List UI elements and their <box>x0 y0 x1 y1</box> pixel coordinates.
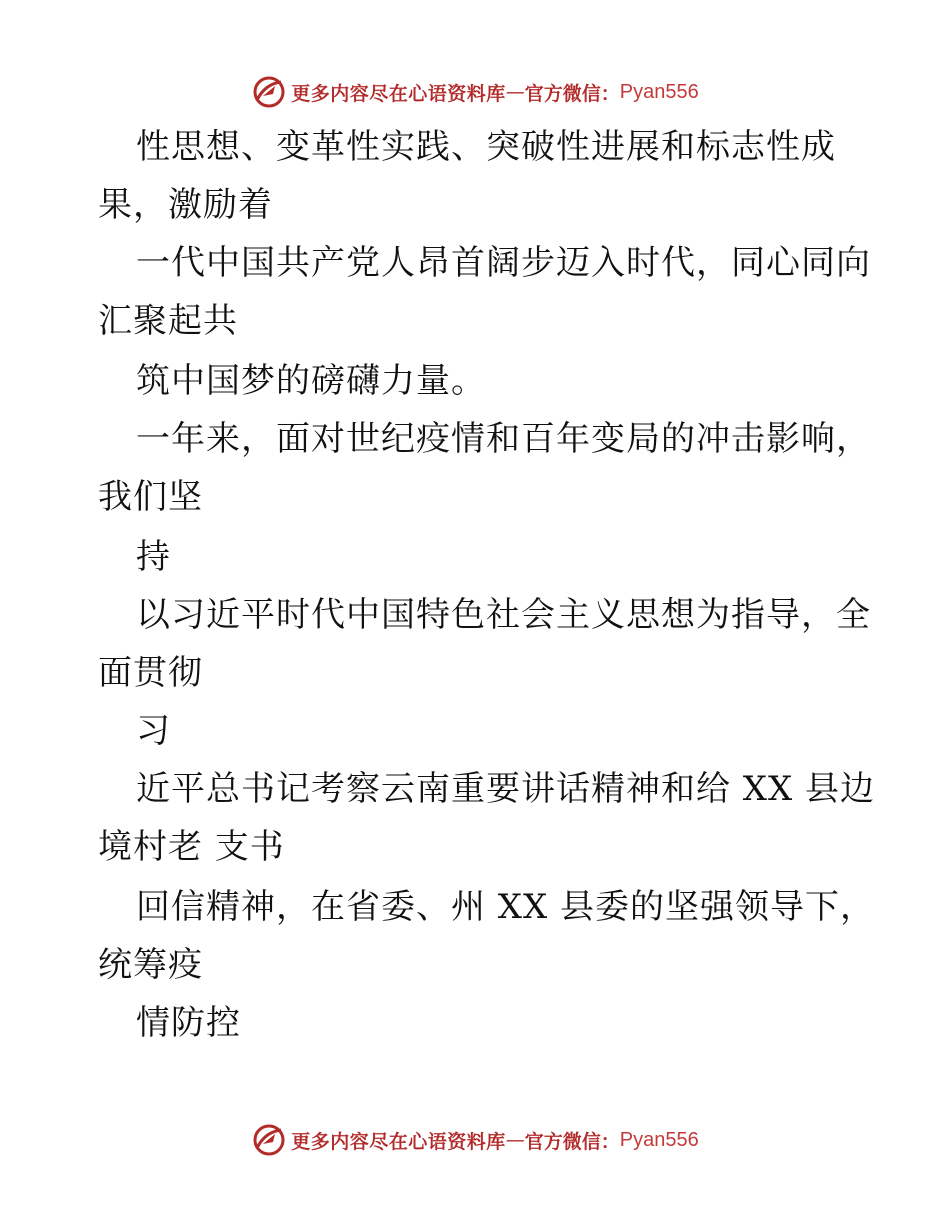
body-line: 习 <box>136 711 171 751</box>
body-line: 持 <box>136 537 171 577</box>
body-line: 我们坚 <box>98 477 203 517</box>
header-banner <box>0 72 950 112</box>
body-line: 统筹疫 <box>98 945 203 985</box>
body-line: 境村老 支书 <box>98 827 285 867</box>
body-line: 面贯彻 <box>98 653 203 693</box>
brand-logo-icon <box>251 1122 287 1158</box>
footer-wechat-id: Pyan556 <box>619 1128 699 1151</box>
header-wechat-id: Pyan556 <box>619 80 699 103</box>
footer-wechat-label: 官方微信： <box>524 1130 620 1153</box>
header-dash: — <box>505 81 525 103</box>
body-line: 性思想、变革性实践、突破性进展和标志性成 <box>136 127 836 167</box>
body-line: 一代中国共产党人昂首阔步迈入时代，同心同向 <box>136 243 871 283</box>
header-wechat-label: 官方微信： <box>524 82 620 105</box>
body-line: 一年来，面对世纪疫情和百年变局的冲击影响， <box>136 419 871 459</box>
body-line: 近平总书记考察云南重要讲话精神和给 XX 县边 <box>136 769 876 809</box>
body-line: 情防控 <box>136 1003 241 1043</box>
body-line: 果，激励着 <box>98 185 273 225</box>
body-line: 汇聚起共 <box>98 301 238 341</box>
footer-brand-text: 更多内容尽在心语资料库 <box>291 1130 506 1153</box>
body-line: 回信精神，在省委、州 XX 县委的坚强领导下， <box>136 887 876 927</box>
body-line: 筑中国梦的磅礴力量。 <box>136 361 486 401</box>
footer-dash: — <box>505 1129 525 1151</box>
header-brand-text: 更多内容尽在心语资料库 <box>291 82 506 105</box>
footer-banner <box>0 1120 950 1160</box>
body-line: 以习近平时代中国特色社会主义思想为指导，全 <box>136 595 871 635</box>
brand-logo-icon <box>251 74 287 110</box>
